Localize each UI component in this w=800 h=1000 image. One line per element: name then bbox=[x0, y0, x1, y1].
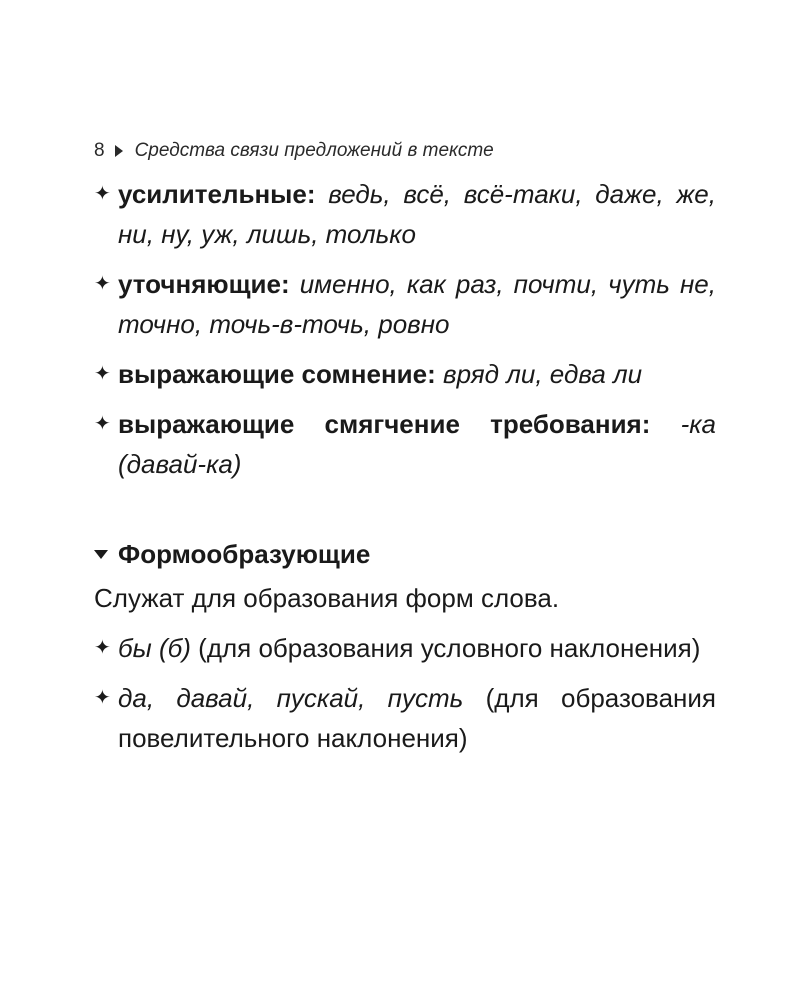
list-item bbox=[94, 678, 716, 758]
section-heading bbox=[94, 534, 716, 574]
section-description: Служат для образования форм слова. bbox=[94, 583, 560, 613]
star-bullet-icon: ✦ bbox=[94, 363, 111, 385]
page-header bbox=[94, 140, 716, 162]
page-number: 8 bbox=[94, 140, 105, 161]
star-bullet-icon: ✦ bbox=[94, 273, 111, 295]
star-bullet-icon: ✦ bbox=[94, 413, 111, 435]
list-item-term: усилительные: bbox=[118, 179, 316, 209]
list-item-term: выражающие сомнение: bbox=[118, 359, 436, 389]
list-item-examples: вряд ли, едва ли bbox=[443, 359, 643, 389]
list-item bbox=[94, 404, 716, 484]
list-item-examples: бы (б) bbox=[118, 633, 191, 663]
triangle-right-icon bbox=[115, 145, 123, 157]
list-item bbox=[94, 354, 716, 394]
star-bullet-icon: ✦ bbox=[94, 637, 111, 659]
section-title: Формообразующие bbox=[118, 539, 371, 569]
page-content bbox=[94, 140, 716, 768]
list-item-examples: именно, как раз, почти, чуть не, точно, точь-в-точь, ровно bbox=[118, 269, 716, 339]
running-title: Средства связи предложений в тексте bbox=[134, 140, 494, 161]
list-item-note: (для образования повелительного наклонения) bbox=[118, 683, 716, 753]
list-item bbox=[94, 174, 716, 254]
list-item-term: уточняющие: bbox=[118, 269, 290, 299]
list-item-examples: ведь, всё, всё-таки, даже, же, ни, ну, уж, лишь, только bbox=[118, 179, 716, 249]
star-bullet-icon: ✦ bbox=[94, 687, 111, 709]
list-item-examples: -ка (давай-ка) bbox=[118, 409, 716, 479]
list-item bbox=[94, 264, 716, 344]
list-item-term: выражающие смягчение требования: bbox=[118, 409, 651, 439]
triangle-down-icon bbox=[94, 550, 108, 559]
list-item-note: (для образования условного наклонения) bbox=[198, 633, 701, 663]
list-item-examples: да, давай, пускай, пусть bbox=[118, 683, 464, 713]
star-bullet-icon: ✦ bbox=[94, 183, 111, 205]
list-item bbox=[94, 628, 716, 668]
